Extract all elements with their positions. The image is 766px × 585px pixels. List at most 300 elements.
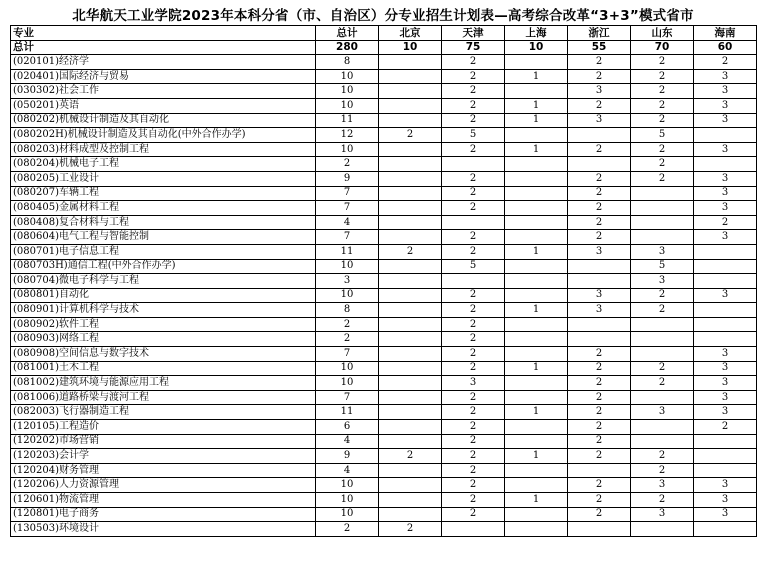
quota-cell [505, 215, 568, 230]
quota-cell [568, 522, 631, 537]
quota-cell: 3 [694, 376, 757, 391]
quota-cell: 3 [694, 347, 757, 362]
quota-cell: 2 [316, 332, 379, 347]
quota-cell: 2 [442, 317, 505, 332]
quota-cell: 2 [568, 507, 631, 522]
major-name-cell: (080703H)通信工程(中外合作办学) [11, 259, 316, 274]
quota-cell [505, 55, 568, 70]
header-shanghai: 上海 [505, 26, 568, 41]
quota-cell: 2 [631, 449, 694, 464]
quota-cell: 2 [442, 463, 505, 478]
quota-cell: 5 [631, 259, 694, 274]
quota-cell: 3 [694, 390, 757, 405]
quota-cell [568, 259, 631, 274]
quota-cell [379, 186, 442, 201]
header-zhejiang: 浙江 [568, 26, 631, 41]
quota-cell: 2 [631, 493, 694, 508]
quota-cell [505, 84, 568, 99]
quota-cell [379, 157, 442, 172]
table-row [11, 157, 757, 172]
quota-cell: 2 [442, 434, 505, 449]
quota-cell: 3 [694, 98, 757, 113]
major-name-cell: (130503)环境设计 [11, 522, 316, 537]
quota-cell [694, 259, 757, 274]
quota-cell [631, 434, 694, 449]
table-row [11, 186, 757, 201]
quota-cell [505, 522, 568, 537]
major-name-cell: (080902)软件工程 [11, 317, 316, 332]
quota-cell: 2 [442, 69, 505, 84]
quota-cell: 2 [316, 522, 379, 537]
quota-cell [442, 157, 505, 172]
page-title: 北华航天工业学院2023年本科分省（市、自治区）分专业招生计划表—高考综合改革“3+3”模式省市 [72, 8, 694, 24]
quota-cell [379, 98, 442, 113]
quota-cell [694, 449, 757, 464]
table-row [11, 113, 757, 128]
header-row [11, 26, 757, 41]
major-name-cell: (080704)微电子科学与工程 [11, 274, 316, 289]
quota-cell: 2 [442, 405, 505, 420]
quota-cell: 2 [568, 361, 631, 376]
quota-cell: 2 [442, 361, 505, 376]
header-major: 专业 [11, 26, 316, 41]
quota-cell [379, 259, 442, 274]
quota-cell [631, 317, 694, 332]
major-name-cell: (120105)工程造价 [11, 420, 316, 435]
quota-cell: 10 [316, 84, 379, 99]
quota-cell: 7 [316, 390, 379, 405]
quota-cell [694, 303, 757, 318]
quota-cell [505, 347, 568, 362]
table-row [11, 288, 757, 303]
quota-cell: 3 [694, 361, 757, 376]
quota-cell: 2 [694, 55, 757, 70]
quota-cell: 10 [316, 478, 379, 493]
quota-cell: 2 [631, 142, 694, 157]
major-name-cell: (050201)英语 [11, 98, 316, 113]
quota-cell: 3 [694, 201, 757, 216]
quota-cell [379, 390, 442, 405]
enrollment-plan-table [10, 25, 757, 537]
quota-cell [505, 376, 568, 391]
quota-cell: 2 [568, 201, 631, 216]
quota-cell: 4 [316, 463, 379, 478]
quota-cell: 4 [316, 434, 379, 449]
quota-cell [694, 244, 757, 259]
quota-cell: 9 [316, 171, 379, 186]
quota-cell: 3 [568, 244, 631, 259]
quota-cell: 3 [316, 274, 379, 289]
total-cell: 10 [505, 40, 568, 55]
quota-cell [631, 347, 694, 362]
quota-cell [505, 128, 568, 143]
table-row [11, 507, 757, 522]
total-cell: 55 [568, 40, 631, 55]
quota-cell: 1 [505, 303, 568, 318]
total-cell: 75 [442, 40, 505, 55]
quota-cell [379, 434, 442, 449]
quota-cell: 1 [505, 142, 568, 157]
quota-cell: 8 [316, 303, 379, 318]
quota-cell [379, 171, 442, 186]
quota-cell: 11 [316, 405, 379, 420]
quota-cell: 2 [568, 69, 631, 84]
major-name-cell: (080701)电子信息工程 [11, 244, 316, 259]
header-shandong: 山东 [631, 26, 694, 41]
quota-cell [505, 259, 568, 274]
major-name-cell: (120206)人力资源管理 [11, 478, 316, 493]
quota-cell: 3 [694, 230, 757, 245]
quota-cell: 10 [316, 507, 379, 522]
quota-cell: 2 [442, 449, 505, 464]
quota-cell: 3 [568, 303, 631, 318]
quota-cell: 3 [694, 171, 757, 186]
quota-cell: 10 [316, 288, 379, 303]
major-name-cell: (081006)道路桥梁与渡河工程 [11, 390, 316, 405]
quota-cell: 2 [442, 507, 505, 522]
quota-cell [379, 361, 442, 376]
quota-cell [631, 420, 694, 435]
quota-cell: 7 [316, 347, 379, 362]
quota-cell [694, 332, 757, 347]
table-row [11, 332, 757, 347]
quota-cell: 11 [316, 244, 379, 259]
quota-cell [379, 55, 442, 70]
header-hainan: 海南 [694, 26, 757, 41]
quota-cell: 1 [505, 69, 568, 84]
quota-cell [631, 186, 694, 201]
quota-cell [442, 274, 505, 289]
quota-cell: 2 [631, 303, 694, 318]
quota-cell: 1 [505, 361, 568, 376]
quota-cell [505, 420, 568, 435]
table-row [11, 84, 757, 99]
quota-cell: 3 [631, 274, 694, 289]
quota-cell: 2 [631, 376, 694, 391]
quota-cell [505, 478, 568, 493]
quota-cell [631, 390, 694, 405]
quota-cell [568, 274, 631, 289]
quota-cell [379, 215, 442, 230]
quota-cell: 2 [631, 84, 694, 99]
major-name-cell: (080204)机械电子工程 [11, 157, 316, 172]
table-row [11, 55, 757, 70]
quota-cell: 2 [568, 405, 631, 420]
quota-cell [694, 317, 757, 332]
major-name-cell: (080207)车辆工程 [11, 186, 316, 201]
quota-cell: 1 [505, 98, 568, 113]
quota-cell [631, 230, 694, 245]
quota-cell [505, 390, 568, 405]
quota-cell: 3 [694, 186, 757, 201]
table-row [11, 376, 757, 391]
major-name-cell: (120801)电子商务 [11, 507, 316, 522]
quota-cell [505, 201, 568, 216]
quota-cell: 1 [505, 405, 568, 420]
quota-cell: 5 [442, 128, 505, 143]
table-row [11, 522, 757, 537]
quota-cell: 2 [442, 420, 505, 435]
quota-cell [379, 84, 442, 99]
quota-cell: 2 [442, 303, 505, 318]
major-name-cell: (120202)市场营销 [11, 434, 316, 449]
quota-cell: 2 [379, 522, 442, 537]
header-tianjin: 天津 [442, 26, 505, 41]
major-name-cell: (080405)金属材料工程 [11, 201, 316, 216]
quota-cell: 2 [631, 288, 694, 303]
quota-cell [379, 347, 442, 362]
quota-cell [505, 157, 568, 172]
quota-cell [568, 332, 631, 347]
quota-cell: 2 [316, 317, 379, 332]
quota-cell: 1 [505, 449, 568, 464]
quota-cell: 2 [631, 55, 694, 70]
major-name-cell: (081001)土木工程 [11, 361, 316, 376]
table-row [11, 493, 757, 508]
quota-cell: 2 [568, 142, 631, 157]
quota-cell [568, 157, 631, 172]
quota-cell [631, 522, 694, 537]
quota-cell: 10 [316, 361, 379, 376]
quota-cell: 2 [568, 478, 631, 493]
quota-cell: 2 [379, 128, 442, 143]
quota-cell: 10 [316, 376, 379, 391]
total-label: 总计 [11, 40, 316, 55]
major-name-cell: (080203)材料成型及控制工程 [11, 142, 316, 157]
quota-cell [505, 171, 568, 186]
table-row [11, 317, 757, 332]
quota-cell [379, 288, 442, 303]
quota-cell: 2 [568, 376, 631, 391]
quota-cell: 2 [568, 420, 631, 435]
quota-cell: 7 [316, 186, 379, 201]
quota-cell: 3 [694, 113, 757, 128]
major-name-cell: (080903)网络工程 [11, 332, 316, 347]
quota-cell: 9 [316, 449, 379, 464]
table-row [11, 478, 757, 493]
quota-cell: 2 [442, 142, 505, 157]
quota-cell: 3 [568, 288, 631, 303]
quota-cell [379, 478, 442, 493]
quota-cell [379, 420, 442, 435]
quota-cell: 2 [568, 171, 631, 186]
table-row [11, 361, 757, 376]
quota-cell: 3 [568, 84, 631, 99]
table-row [11, 449, 757, 464]
quota-cell: 2 [568, 55, 631, 70]
quota-cell: 1 [505, 493, 568, 508]
quota-cell: 2 [442, 171, 505, 186]
header-beijing: 北京 [379, 26, 442, 41]
quota-cell [379, 317, 442, 332]
total-cell: 280 [316, 40, 379, 55]
quota-cell [694, 463, 757, 478]
quota-cell: 2 [568, 390, 631, 405]
major-name-cell: (080408)复合材料与工程 [11, 215, 316, 230]
major-name-cell: (080202)机械设计制造及其自动化 [11, 113, 316, 128]
quota-cell: 2 [631, 361, 694, 376]
quota-cell: 3 [631, 405, 694, 420]
quota-cell [379, 230, 442, 245]
table-row [11, 171, 757, 186]
quota-cell [379, 201, 442, 216]
quota-cell: 2 [631, 171, 694, 186]
quota-cell: 7 [316, 201, 379, 216]
quota-cell: 3 [694, 478, 757, 493]
quota-cell: 4 [316, 215, 379, 230]
quota-cell: 1 [505, 113, 568, 128]
quota-cell: 2 [631, 157, 694, 172]
quota-cell: 2 [442, 493, 505, 508]
quota-cell: 3 [568, 113, 631, 128]
quota-cell: 2 [568, 186, 631, 201]
quota-cell: 2 [442, 201, 505, 216]
table-row [11, 390, 757, 405]
quota-cell [379, 142, 442, 157]
quota-cell: 5 [631, 128, 694, 143]
quota-cell [505, 332, 568, 347]
quota-cell: 2 [442, 288, 505, 303]
table-row [11, 405, 757, 420]
quota-cell: 2 [568, 98, 631, 113]
quota-cell: 3 [694, 493, 757, 508]
quota-cell [694, 434, 757, 449]
quota-cell [568, 317, 631, 332]
quota-cell: 2 [631, 113, 694, 128]
quota-cell [379, 463, 442, 478]
major-name-cell: (020401)国际经济与贸易 [11, 69, 316, 84]
major-name-cell: (020101)经济学 [11, 55, 316, 70]
quota-cell [631, 332, 694, 347]
major-name-cell: (120204)财务管理 [11, 463, 316, 478]
table-row [11, 142, 757, 157]
quota-cell [505, 288, 568, 303]
quota-cell: 3 [694, 84, 757, 99]
quota-cell: 2 [379, 244, 442, 259]
quota-cell: 2 [442, 230, 505, 245]
quota-cell [442, 522, 505, 537]
quota-cell: 3 [442, 376, 505, 391]
quota-cell [505, 463, 568, 478]
major-name-cell: (120601)物流管理 [11, 493, 316, 508]
total-row [11, 40, 757, 55]
quota-cell [631, 215, 694, 230]
quota-cell [379, 113, 442, 128]
header-total: 总计 [316, 26, 379, 41]
quota-cell [442, 215, 505, 230]
quota-cell: 8 [316, 55, 379, 70]
quota-cell: 2 [568, 215, 631, 230]
major-name-cell: (082003)飞行器制造工程 [11, 405, 316, 420]
quota-cell [505, 274, 568, 289]
quota-cell: 2 [442, 332, 505, 347]
quota-cell: 2 [442, 390, 505, 405]
quota-cell: 10 [316, 69, 379, 84]
quota-cell [694, 274, 757, 289]
quota-cell: 1 [505, 244, 568, 259]
quota-cell: 2 [442, 244, 505, 259]
major-name-cell: (080202H)机械设计制造及其自动化(中外合作办学) [11, 128, 316, 143]
quota-cell: 3 [694, 507, 757, 522]
quota-cell: 2 [631, 69, 694, 84]
major-name-cell: (120203)会计学 [11, 449, 316, 464]
quota-cell: 2 [631, 463, 694, 478]
quota-cell: 10 [316, 142, 379, 157]
table-row [11, 347, 757, 362]
quota-cell: 2 [442, 84, 505, 99]
major-name-cell: (081002)建筑环境与能源应用工程 [11, 376, 316, 391]
quota-cell [694, 128, 757, 143]
quota-cell: 2 [442, 55, 505, 70]
table-row [11, 434, 757, 449]
quota-cell: 6 [316, 420, 379, 435]
quota-cell [631, 201, 694, 216]
quota-cell: 2 [694, 215, 757, 230]
table-row [11, 128, 757, 143]
table-row [11, 244, 757, 259]
major-name-cell: (080901)计算机科学与技术 [11, 303, 316, 318]
quota-cell [379, 405, 442, 420]
quota-cell: 2 [568, 434, 631, 449]
quota-cell: 3 [631, 244, 694, 259]
quota-cell: 12 [316, 128, 379, 143]
quota-cell: 2 [442, 113, 505, 128]
quota-cell [379, 507, 442, 522]
quota-cell [505, 434, 568, 449]
quota-cell [568, 128, 631, 143]
table-row [11, 215, 757, 230]
total-cell: 70 [631, 40, 694, 55]
table-row [11, 69, 757, 84]
table-row [11, 201, 757, 216]
quota-cell [505, 186, 568, 201]
table-row [11, 259, 757, 274]
major-name-cell: (080801)自动化 [11, 288, 316, 303]
quota-cell: 2 [568, 347, 631, 362]
table-row [11, 463, 757, 478]
quota-cell [379, 332, 442, 347]
quota-cell [379, 493, 442, 508]
quota-cell: 11 [316, 113, 379, 128]
quota-cell: 3 [694, 69, 757, 84]
quota-cell [505, 507, 568, 522]
quota-cell [568, 463, 631, 478]
quota-cell [379, 303, 442, 318]
quota-cell: 3 [631, 507, 694, 522]
total-cell: 60 [694, 40, 757, 55]
quota-cell: 10 [316, 493, 379, 508]
quota-cell: 3 [631, 478, 694, 493]
major-name-cell: (080205)工业设计 [11, 171, 316, 186]
quota-cell: 2 [568, 493, 631, 508]
table-row [11, 98, 757, 113]
major-name-cell: (030302)社会工作 [11, 84, 316, 99]
quota-cell [379, 274, 442, 289]
quota-cell: 2 [442, 98, 505, 113]
quota-cell [379, 69, 442, 84]
quota-cell: 2 [442, 347, 505, 362]
quota-cell: 10 [316, 259, 379, 274]
total-cell: 10 [379, 40, 442, 55]
table-row [11, 303, 757, 318]
quota-cell: 2 [568, 449, 631, 464]
quota-cell: 3 [694, 405, 757, 420]
quota-cell: 2 [442, 478, 505, 493]
quota-cell: 10 [316, 98, 379, 113]
table-row [11, 230, 757, 245]
quota-cell: 7 [316, 230, 379, 245]
table-row [11, 420, 757, 435]
